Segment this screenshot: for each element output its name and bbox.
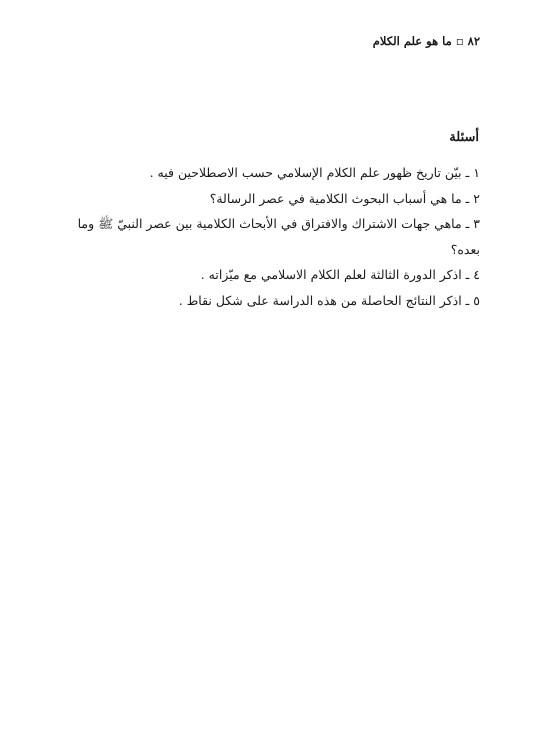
question-item: ١ ـ بيّن تاريخ ظهور علم الكلام الإسلامي حسب الاصطلاحين فيه .	[149, 165, 480, 180]
section-title: أسئلة	[449, 130, 479, 145]
questions-list	[50, 160, 480, 313]
question-item: ٤ ـ اذكر الدورة الثالثة لعلم الكلام الاسلامي مع ميّزاته .	[200, 267, 480, 282]
running-header: ٨٢ ▫ ما هو علم الكلام	[372, 34, 480, 48]
question-item: ٥ ـ اذكر النتائج الحاصلة من هذه الدراسة على شكل نقاط .	[178, 292, 480, 308]
question-item: ٣ ـ ماهي جهات الاشتراك والافتراق في الأبحاث الكلامية بين عصر النبيّ ﷺ وما بعده؟	[77, 216, 480, 257]
question-item: ٢ ـ ما هي أسباب البحوث الكلامية في عصر الرسالة؟	[209, 190, 480, 206]
